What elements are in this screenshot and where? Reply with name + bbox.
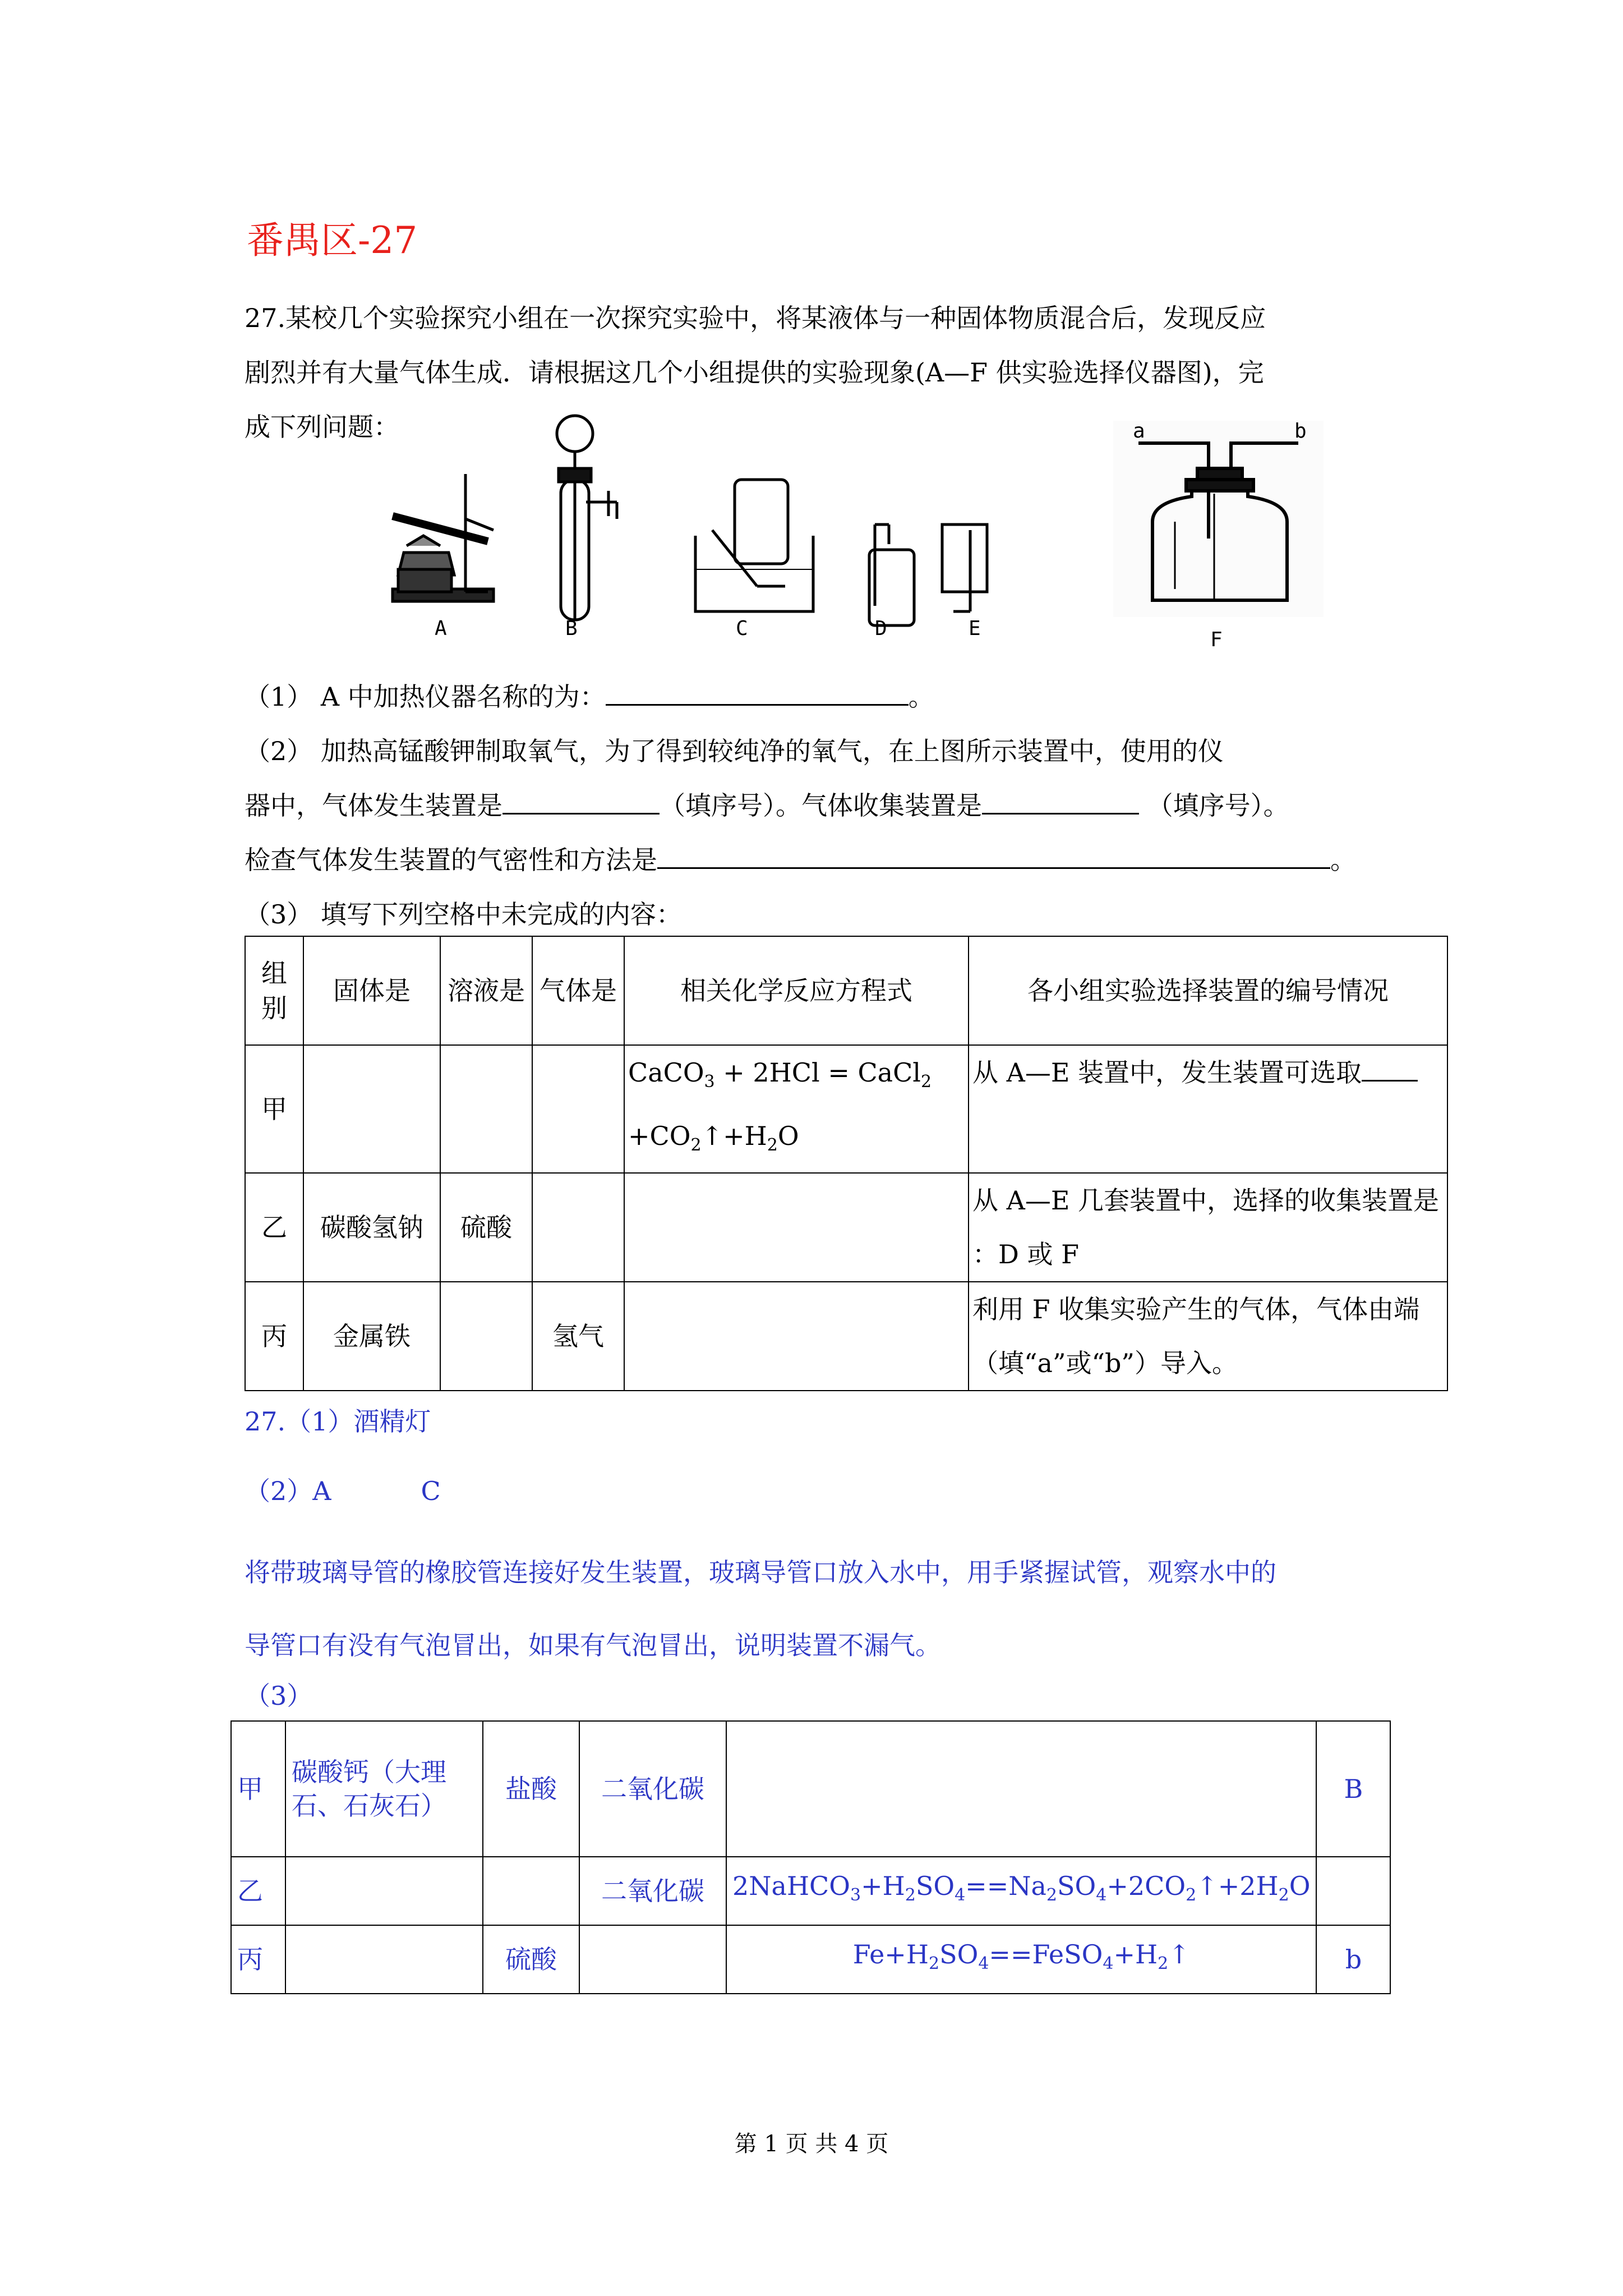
row-equation [726, 1721, 1316, 1857]
row-gas [579, 1925, 726, 1994]
row-equation: $2NaHCO_3+H_2SO_4==Na_2SO_4+2CO_2↑+2H_2O$ [726, 1857, 1316, 1925]
row-group: 甲 [231, 1721, 285, 1857]
answer-3-label: （3） [245, 1681, 313, 1711]
row-equation: CaCO$_3$ + 2HCl = CaCl$_2$ $+CO_2↑+H_2O$ [624, 1045, 969, 1173]
inlet-a-label: a [1133, 420, 1145, 443]
apparatus-f-figure [1113, 421, 1324, 617]
q2-line-2c: （填序号）。 [1139, 790, 1289, 821]
question-3: （3） 填写下列空格中未完成的内容： [245, 899, 682, 930]
row-solid [285, 1857, 483, 1925]
inlet-b-label: b [1294, 420, 1307, 443]
question-table [245, 936, 1448, 1391]
row-solution [483, 1857, 579, 1925]
intro-line-1: 27.某校几个实验探究小组在一次探究实验中，将某液体与一种固体物质混合后，发现反应 [245, 303, 1266, 333]
table-row [245, 1173, 1447, 1282]
intro-line-3: 成下列问题： [245, 412, 399, 442]
label-f: F [1210, 628, 1223, 651]
table-row [245, 1282, 1447, 1391]
answer-2-label: （2）A [245, 1476, 331, 1506]
row-gas [532, 1045, 624, 1173]
question-1 [245, 670, 1389, 724]
row-group: 甲 [245, 1045, 303, 1173]
apparatus-c [695, 480, 813, 611]
row-group: 乙 [231, 1857, 285, 1925]
q2-collector-blank [982, 787, 1139, 815]
header-solution: 溶液是 [440, 936, 532, 1045]
label-e: E [969, 617, 981, 640]
row-solid: 碳酸钙（大理石、石灰石） [285, 1721, 483, 1857]
page-footer: 第 1 页 共 4 页 [734, 2131, 889, 2157]
row-device [1316, 1857, 1390, 1925]
intro-line-2: 剧烈并有大量气体生成．请根据这几个小组提供的实验现象(A—F 供实验选择仪器图)，完 [245, 357, 1264, 388]
question-2 [245, 724, 1389, 887]
label-b: B [565, 617, 578, 640]
row-gas [532, 1173, 624, 1282]
table-row [231, 1857, 1390, 1925]
q1-blank [606, 678, 909, 706]
answer-2-explanation [245, 1536, 1389, 1682]
apparatus-e [942, 524, 987, 611]
row-solution: 硫酸 [440, 1173, 532, 1282]
label-a: A [435, 617, 447, 640]
table-row [231, 1925, 1390, 1994]
row-group: 丙 [245, 1282, 303, 1391]
row-device: B [1316, 1721, 1390, 1857]
row-solution: 硫酸 [483, 1925, 579, 1994]
row-equation: $Fe+H_2SO_4==FeSO_4+H_2↑$ [726, 1925, 1316, 1994]
apparatus-b [557, 416, 617, 620]
row-group: 乙 [245, 1173, 303, 1282]
answer-2 [245, 1464, 1389, 1519]
row-gas: 二氧化碳 [579, 1721, 726, 1857]
q2-line-3 [245, 833, 1389, 887]
row-device: 从 A—E 几套装置中，选择的收集装置是 ：D 或 F [969, 1173, 1447, 1282]
row-device [969, 1045, 1447, 1173]
page-title: 番禺区-27 [247, 219, 418, 262]
header-solid: 固体是 [303, 936, 440, 1045]
row-gas: 二氧化碳 [579, 1857, 726, 1925]
q1-text: （1） A 中加热仪器名称的为： [245, 682, 606, 712]
answer-2-c: C [421, 1476, 441, 1506]
q2-line-1: （2） 加热高锰酸钾制取氧气，为了得到较纯净的氧气，在上图所示装置中，使用的仪 [245, 736, 1224, 766]
row-gas: 氢气 [532, 1282, 624, 1391]
q2-line-3-text: 检查气体发生装置的气密性和方法是 [245, 845, 657, 875]
row-solution [440, 1282, 532, 1391]
header-device: 各小组实验选择装置的编号情况 [969, 936, 1447, 1045]
q2-generator-blank [502, 787, 660, 815]
row-solid [303, 1045, 440, 1173]
q1-end: 。 [908, 682, 934, 712]
answer-2-line-1: 将带玻璃导管的橡胶管连接好发生装置，玻璃导管口放入水中，用手紧握试管，观察水中的 [245, 1557, 1276, 1588]
apparatus-figure-a-e [381, 401, 1038, 654]
row-group: 丙 [231, 1925, 285, 1994]
row-equation [624, 1173, 969, 1282]
table-row [245, 1045, 1447, 1173]
q2-line-2 [245, 779, 1389, 833]
row-solid: 金属铁 [303, 1282, 440, 1391]
row-device: b [1316, 1925, 1390, 1994]
label-d: D [875, 617, 887, 640]
row-solution [440, 1045, 532, 1173]
answer-1: 27.（1）酒精灯 [245, 1406, 431, 1437]
row-solid: 碳酸氢钠 [303, 1173, 440, 1282]
q2-line-2b: （填序号）。气体收集装置是 [660, 790, 982, 821]
apparatus-d [869, 524, 914, 625]
answer-table [230, 1720, 1391, 1994]
device-blank [1362, 1054, 1418, 1082]
table-row [231, 1721, 1390, 1857]
header-gas: 气体是 [532, 936, 624, 1045]
header-group: 组别 [245, 936, 303, 1045]
row-solid [285, 1925, 483, 1994]
table-header-row [245, 936, 1447, 1045]
label-c: C [736, 617, 748, 640]
q2-airtight-blank [657, 841, 1330, 869]
q2-line-2a: 器中，气体发生装置是 [245, 790, 502, 821]
apparatus-a [393, 474, 494, 601]
q2-line-3-end: 。 [1330, 845, 1356, 875]
row-equation [624, 1282, 969, 1391]
header-equation: 相关化学反应方程式 [624, 936, 969, 1045]
row-device-text: 从 A—E 装置中，发生装置可选取 [972, 1057, 1362, 1088]
row-solution: 盐酸 [483, 1721, 579, 1857]
row-device: 利用 F 收集实验产生的气体，气体由端（填“a”或“b”）导入。 [969, 1282, 1447, 1391]
answer-2-line-2: 导管口有没有气泡冒出，如果有气泡冒出，说明装置不漏气。 [245, 1630, 941, 1660]
